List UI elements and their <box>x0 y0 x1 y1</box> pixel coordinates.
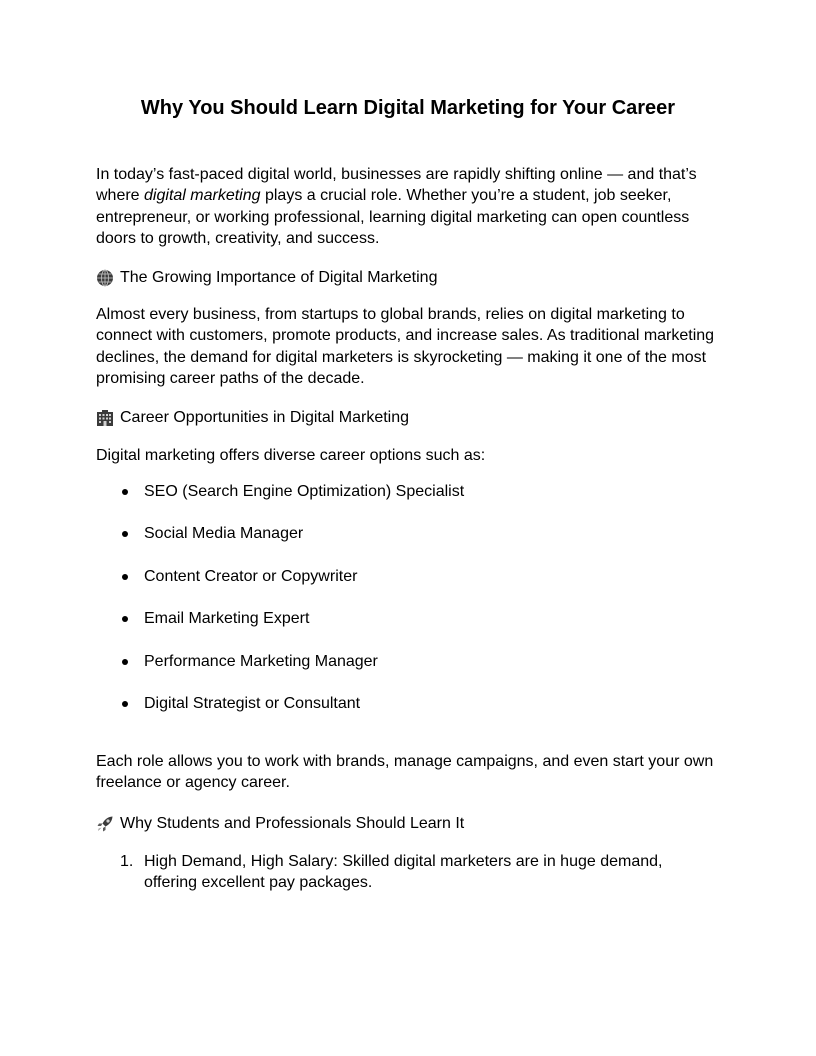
careers-lead: Digital marketing offers diverse career options such as: <box>96 447 486 464</box>
list-item <box>96 693 720 735</box>
globe-icon <box>96 269 114 287</box>
intro-text-start: In today’s fast-paced digital world, businesses are rapidly shifting online — and that’s where <box>96 166 697 205</box>
reasons-list <box>96 851 720 894</box>
list-item-text: Content Creator or Copywriter <box>144 567 358 585</box>
intro-paragraph <box>96 164 720 249</box>
intro-emphasis: digital marketing <box>144 187 261 205</box>
section-heading-careers <box>96 407 720 428</box>
list-item-text: High Demand, High Salary: Skilled digital marketers are in huge demand, offering excellent pay packages. <box>144 853 663 892</box>
list-item-number: 1. <box>120 853 134 870</box>
list-item <box>96 608 720 650</box>
section-heading-text: The Growing Importance of Digital Marketing <box>120 269 438 286</box>
bullet-dot <box>122 574 128 580</box>
bullet-dot <box>122 701 128 707</box>
rocket-icon <box>96 815 114 833</box>
list-item <box>96 523 720 565</box>
section-heading-text: Why Students and Professionals Should Learn It <box>120 815 465 832</box>
intro-text-end: plays a crucial role. Whether you’re a student, job seeker, entrepreneur, or working professional, learning digital marketing can open countless doors to growth, creativity, and success. <box>96 187 690 247</box>
section-heading-importance <box>96 267 720 288</box>
bullet-dot <box>122 489 128 495</box>
list-item-text: SEO (Search Engine Optimization) Specialist <box>144 483 465 500</box>
section-heading-why-learn <box>96 813 720 834</box>
careers-closing-paragraph: Each role allows you to work with brands, manage campaigns, and even start your own freelance or agency career. <box>96 753 714 792</box>
section-heading-text: Career Opportunities in Digital Marketing <box>120 409 410 426</box>
bullet-dot <box>122 659 128 665</box>
list-item-text: Email Marketing Expert <box>144 610 310 628</box>
importance-paragraph: Almost every business, from startups to global brands, relies on digital marketing to connect with customers, promote products, and increase sales. As traditional marketing declines, the demand for digital marketers is skyrocketing — making it one of the most promising career paths of the decade. <box>96 306 715 387</box>
list-item-text: Social Media Manager <box>144 525 304 543</box>
career-options-list <box>96 481 720 735</box>
document-title: Why You Should Learn Digital Marketing for Your Career <box>140 97 676 119</box>
list-item <box>96 566 720 608</box>
list-item <box>96 651 720 693</box>
list-item <box>96 851 720 894</box>
bullet-dot <box>122 616 128 622</box>
bullet-dot <box>122 531 128 537</box>
office-building-icon <box>96 409 114 427</box>
list-item <box>96 481 720 523</box>
list-item-text: Digital Strategist or Consultant <box>144 694 361 712</box>
list-item-text: Performance Marketing Manager <box>144 652 378 670</box>
